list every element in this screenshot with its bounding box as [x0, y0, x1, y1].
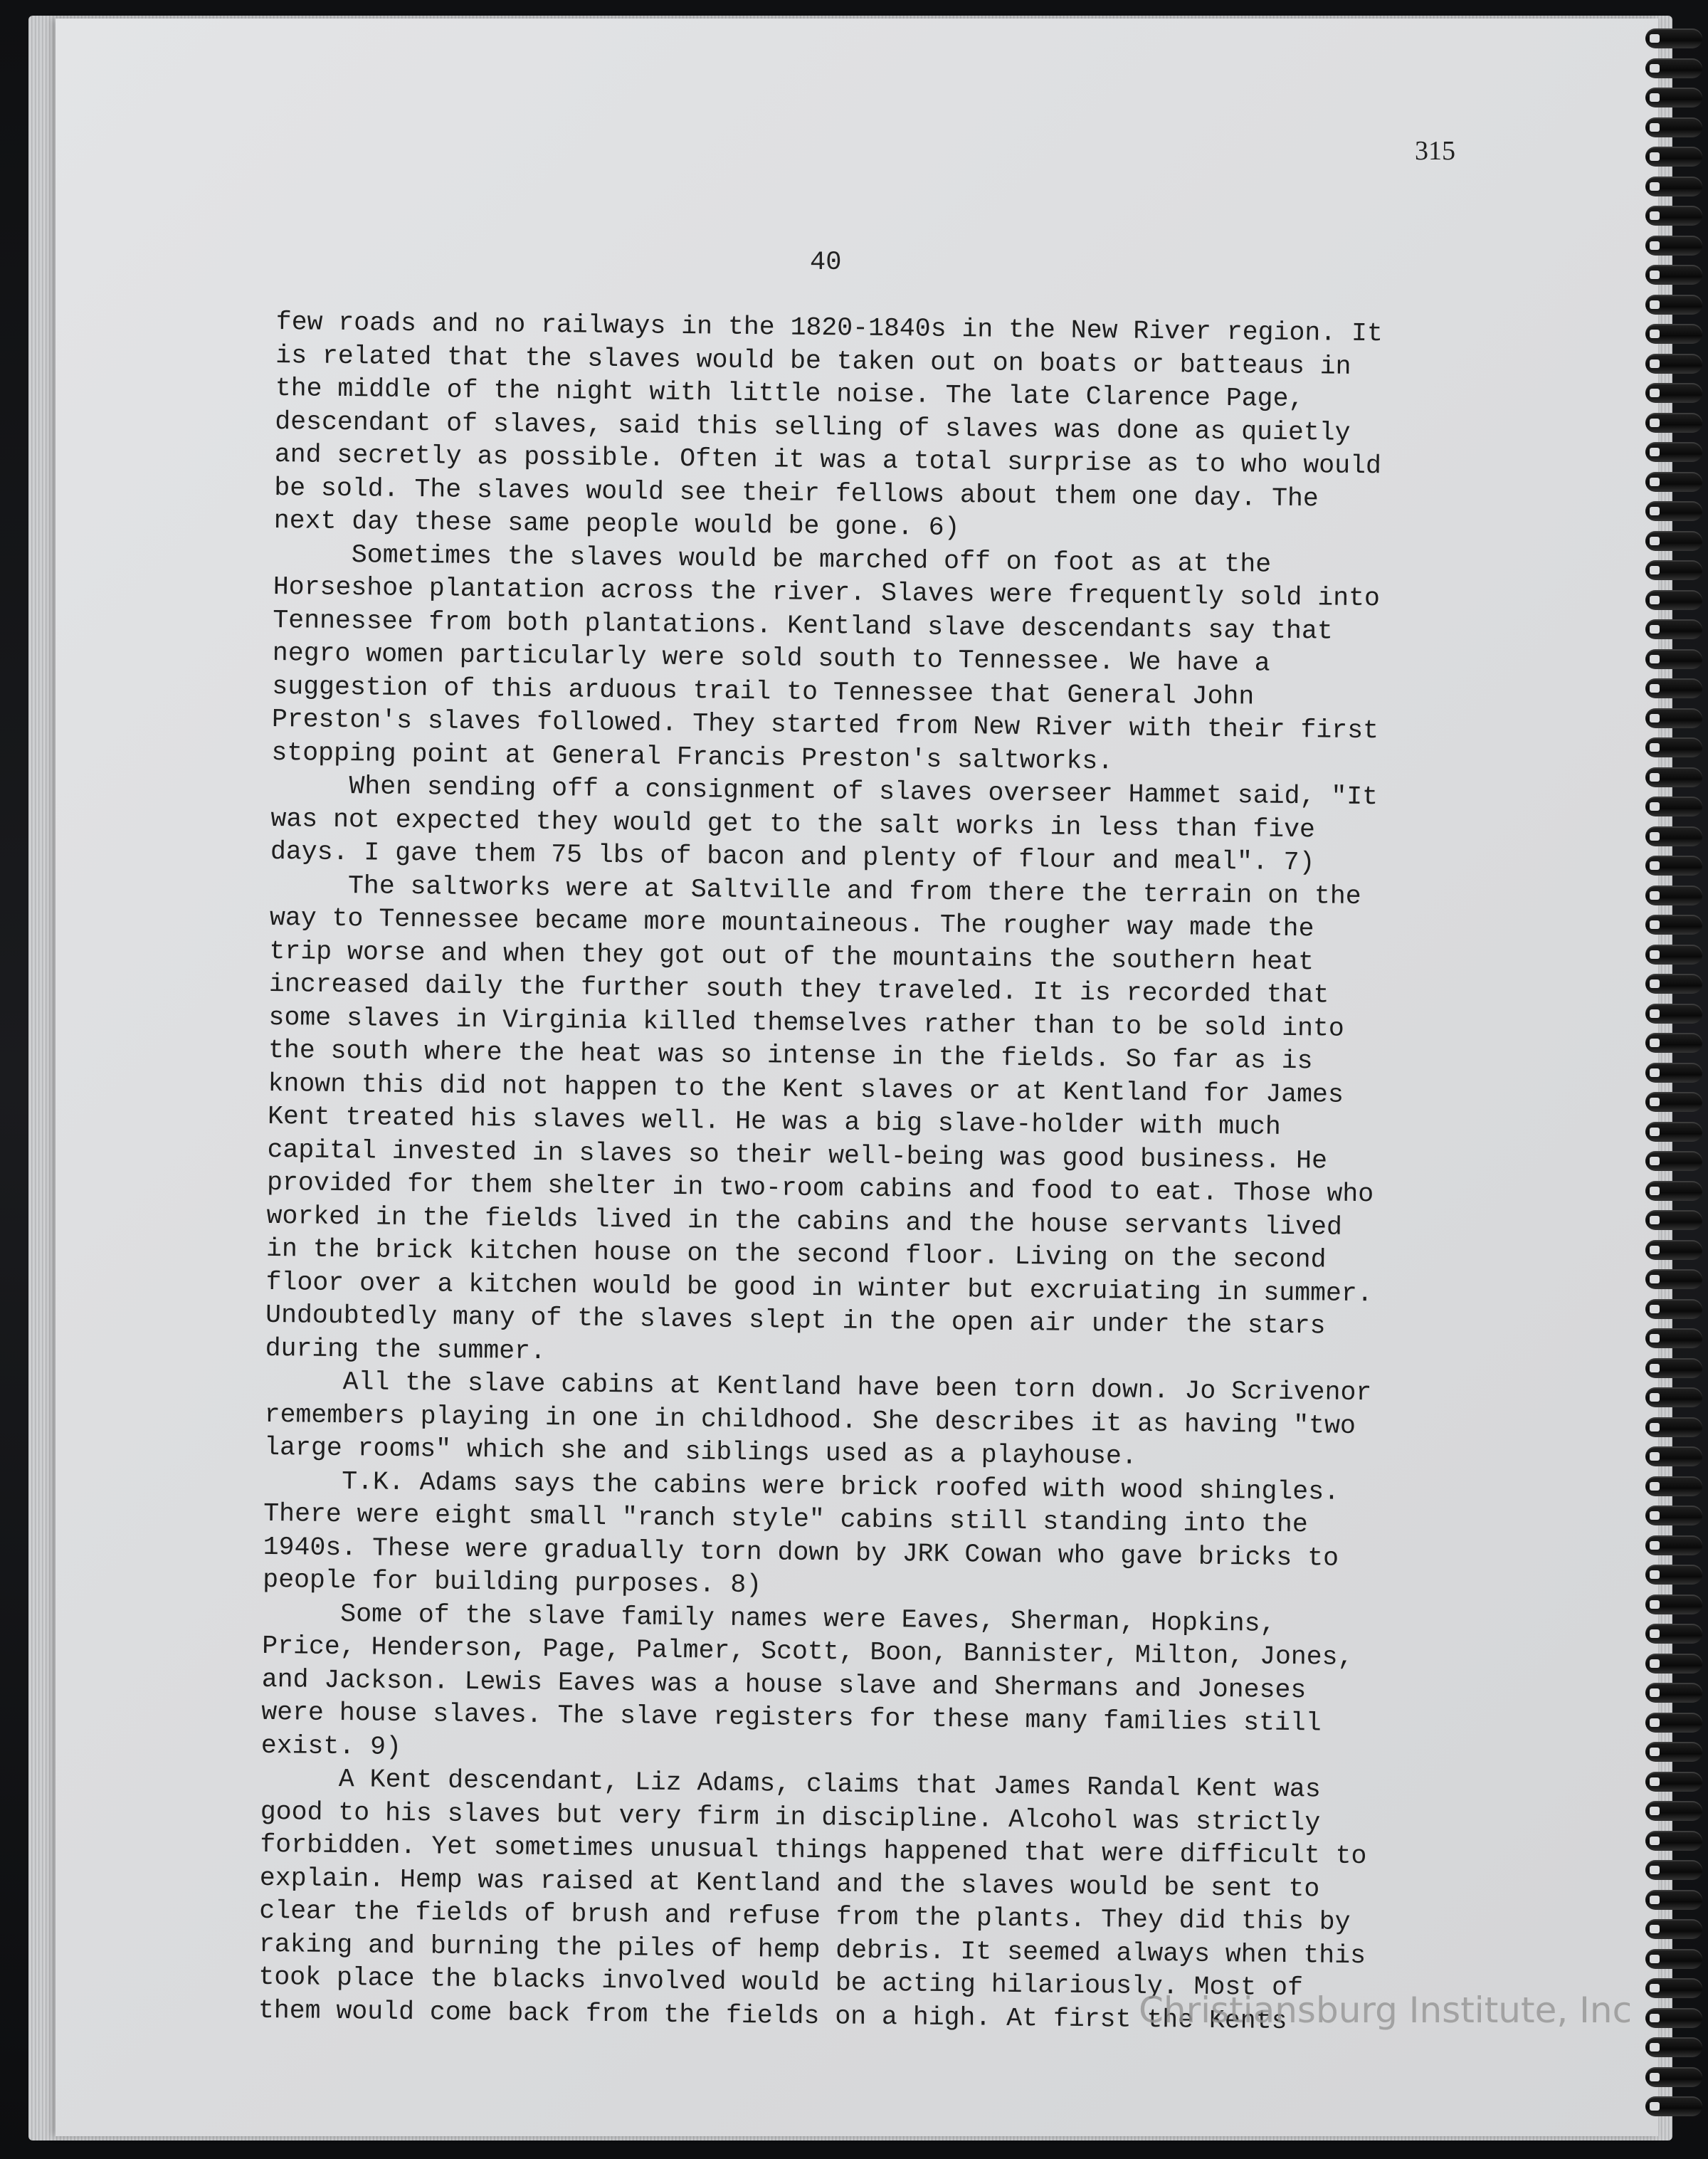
- text-line: Kent treated his slaves well. He was a big slave-holder with much: [267, 1101, 1281, 1142]
- binding-coil: [1645, 1978, 1702, 1998]
- binding-coil: [1645, 1949, 1702, 1969]
- binding-coil: [1645, 767, 1702, 787]
- text-line: floor over a kitchen would be good in winter but excruiating in summer.: [265, 1267, 1373, 1308]
- text-line: few roads and no railways in the 1820-1840s in the New River region. It: [275, 307, 1383, 349]
- binding-coil: [1645, 413, 1702, 433]
- text-line: took place the blacks involved would be acting hilariously. Most of: [258, 1962, 1304, 2003]
- text-line: stopping point at General Francis Preston's saltworks.: [271, 737, 1114, 776]
- text-line: were house slaves. The slave registers for these many families still: [261, 1697, 1322, 1738]
- binding-coil: [1645, 472, 1702, 492]
- text-line: some slaves in Virginia killed themselves rather than to be sold into: [268, 1002, 1345, 1044]
- binding-coil: [1645, 1860, 1702, 1880]
- binding-coil: [1645, 383, 1702, 403]
- text-line: exist. 9): [260, 1730, 402, 1762]
- binding-coil: [1645, 797, 1702, 816]
- binding-coil: [1645, 1713, 1702, 1733]
- text-line: the south where the heat was so intense in the fields. So far as is: [268, 1035, 1313, 1076]
- text-line: 1940s. These were gradually torn down by JRK Cowan who gave bricks to: [263, 1532, 1339, 1573]
- text-line: good to his slaves but very firm in discipline. Alcohol was strictly: [260, 1797, 1321, 1837]
- text-line: When sending off a consignment of slaves overseer Hammet said, "It: [270, 770, 1378, 812]
- text-line: A Kent descendant, Liz Adams, claims that James Randal Kent was: [260, 1763, 1321, 1805]
- binding-coil: [1645, 856, 1702, 876]
- binding-coil: [1645, 2037, 1702, 2057]
- text-line: provided for them shelter in two-room cabins and food to eat. Those who: [266, 1167, 1374, 1209]
- binding-coil: [1645, 1092, 1702, 1112]
- binding-coil: [1645, 1683, 1702, 1703]
- binding-coil: [1645, 2008, 1702, 2028]
- binding-coil: [1645, 324, 1702, 344]
- text-line: large rooms" which she and siblings used as a playhouse.: [263, 1432, 1137, 1471]
- text-line: people for building purposes. 8): [263, 1565, 762, 1600]
- binding-coil: [1645, 265, 1702, 285]
- binding-coil: [1645, 826, 1702, 846]
- text-line: Some of the slave family names were Eaves, Sherman, Hopkins,: [262, 1598, 1276, 1639]
- top-page-number: 315: [1415, 136, 1455, 166]
- binding-coil: [1645, 1269, 1702, 1289]
- binding-coil: [1645, 1299, 1702, 1319]
- text-line: raking and burning the piles of hemp debris. It seemed always when this: [258, 1929, 1366, 1970]
- binding-coil: [1645, 1358, 1702, 1378]
- text-line: descendant of slaves, said this selling of slaves was done as quietly: [275, 406, 1351, 448]
- text-line: and secretly as possible. Often it was a total surprise as to who would: [274, 439, 1382, 481]
- text-line: known this did not happen to the Kent slaves or at Kentland for James: [268, 1068, 1344, 1110]
- binding-coil: [1645, 560, 1702, 580]
- text-line: was not expected they would get to the salt works in less than five: [270, 804, 1316, 844]
- text-line: Price, Henderson, Page, Palmer, Scott, Boon, Bannister, Milton, Jones,: [262, 1631, 1354, 1672]
- text-line: forbidden. Yet sometimes unusual things happened that were difficult to: [260, 1829, 1367, 1871]
- binding-coil: [1645, 945, 1702, 965]
- binding-coil: [1645, 1476, 1702, 1496]
- binding-coil: [1645, 88, 1702, 107]
- binding-coil: [1645, 1328, 1702, 1348]
- binding-coil: [1645, 1801, 1702, 1821]
- binding-coil: [1645, 2067, 1702, 2087]
- binding-coil: [1645, 177, 1702, 196]
- binding-coil: [1645, 1595, 1702, 1614]
- text-line: and Jackson. Lewis Eaves was a house slave and Shermans and Joneses: [261, 1664, 1307, 1705]
- binding-coil: [1645, 2096, 1702, 2116]
- text-line: during the summer.: [265, 1333, 547, 1366]
- binding-coil: [1645, 206, 1702, 226]
- binding-coil: [1645, 354, 1702, 374]
- binding-coil: [1645, 58, 1702, 78]
- binding-coil: [1645, 678, 1702, 698]
- text-line: The saltworks were at Saltville and from there the terrain on the: [270, 870, 1361, 911]
- binding-coil: [1645, 1890, 1702, 1910]
- binding-coil: [1645, 1033, 1702, 1053]
- binding-coil: [1645, 295, 1702, 315]
- text-line: T.K. Adams says the cabins were brick roofed with wood shingles.: [263, 1466, 1340, 1507]
- binding-coil: [1645, 1446, 1702, 1466]
- binding-coil: [1645, 1742, 1702, 1762]
- binding-coil: [1645, 974, 1702, 994]
- binding-coil: [1645, 1772, 1702, 1792]
- text-line: is related that the slaves would be taken out on boats or batteaus in: [275, 340, 1351, 382]
- text-line: Sometimes the slaves would be marched off on foot as at the: [273, 539, 1272, 579]
- text-line: increased daily the further south they traveled. It is recorded that: [268, 969, 1329, 1010]
- text-line: Undoubtedly many of the slaves slept in the open air under the stars: [265, 1300, 1326, 1341]
- binding-coil: [1645, 1919, 1702, 1939]
- binding-coil: [1645, 1122, 1702, 1142]
- binding-coil: [1645, 649, 1702, 669]
- text-line: trip worse and when they got out of the mountains the southern heat: [269, 936, 1314, 977]
- text-line: Tennessee from both plantations. Kentland slave descendants say that: [273, 605, 1333, 646]
- binding-coil: [1645, 1387, 1702, 1407]
- text-line: remembers playing in one in childhood. She describes it as having "two: [264, 1399, 1356, 1441]
- text-line: There were eight small "ranch style" cabins still standing into the: [263, 1498, 1308, 1540]
- spiral-binding: [1637, 28, 1708, 2136]
- binding-coil: [1645, 619, 1702, 639]
- text-line: Horseshoe plantation across the river. Slaves were frequently sold into: [273, 572, 1381, 614]
- binding-coil: [1645, 147, 1702, 167]
- text-line: clear the fields of brush and refuse from the plants. They did this by: [259, 1896, 1351, 1937]
- binding-coil: [1645, 531, 1702, 551]
- binding-coil: [1645, 886, 1702, 905]
- text-line: be sold. The slaves would see their fellows about them one day. The: [274, 473, 1319, 513]
- text-line: explain. Hemp was raised at Kentland and the slaves would be sent to: [259, 1863, 1320, 1903]
- text-line: worked in the fields lived in the cabins and the house servants lived: [266, 1201, 1343, 1242]
- text-line: Preston's slaves followed. They started from New River with their first: [271, 704, 1379, 746]
- text-line: All the slave cabins at Kentland have been torn down. Jo Scrivenor: [264, 1366, 1372, 1408]
- binding-coil: [1645, 1831, 1702, 1851]
- text-line: next day these same people would be gone. 6): [273, 505, 960, 543]
- binding-coil: [1645, 28, 1702, 48]
- binding-coil: [1645, 117, 1702, 137]
- center-page-number: 40: [810, 248, 842, 278]
- binding-coil: [1645, 1004, 1702, 1024]
- text-line: capital invested in slaves so their well-being was good business. He: [267, 1135, 1328, 1176]
- binding-coil: [1645, 1240, 1702, 1260]
- watermark: Christiansburg Institute, Inc: [1139, 1990, 1633, 2031]
- binding-coil: [1645, 442, 1702, 462]
- binding-coil: [1645, 501, 1702, 521]
- binding-coil: [1645, 1181, 1702, 1201]
- text-line: the middle of the night with little noise. The late Clarence Page,: [275, 373, 1304, 414]
- binding-coil: [1645, 590, 1702, 610]
- binding-coil: [1645, 236, 1702, 256]
- binding-coil: [1645, 1535, 1702, 1555]
- text-line: way to Tennessee became more mountaineous. The rougher way made the: [269, 903, 1314, 944]
- binding-coil: [1645, 1654, 1702, 1674]
- binding-coil: [1645, 1506, 1702, 1525]
- text-line: in the brick kitchen house on the second floor. Living on the second: [265, 1234, 1327, 1275]
- text-line: suggestion of this arduous trail to Tennessee that General John: [272, 671, 1255, 711]
- binding-coil: [1645, 1624, 1702, 1644]
- binding-coil: [1645, 915, 1702, 935]
- binding-coil: [1645, 1063, 1702, 1083]
- binding-coil: [1645, 708, 1702, 728]
- binding-coil: [1645, 737, 1702, 757]
- binding-coil: [1645, 1417, 1702, 1437]
- binding-coil: [1645, 1151, 1702, 1171]
- binding-coil: [1645, 1210, 1702, 1230]
- text-line: them would come back from the fields on a high. At first the Kents: [258, 1995, 1287, 2036]
- text-line: negro women particularly were sold south to Tennessee. We have a: [272, 638, 1270, 678]
- text-line: days. I gave them 75 lbs of bacon and plenty of flour and meal". 7): [270, 836, 1315, 878]
- binding-coil: [1645, 1565, 1702, 1585]
